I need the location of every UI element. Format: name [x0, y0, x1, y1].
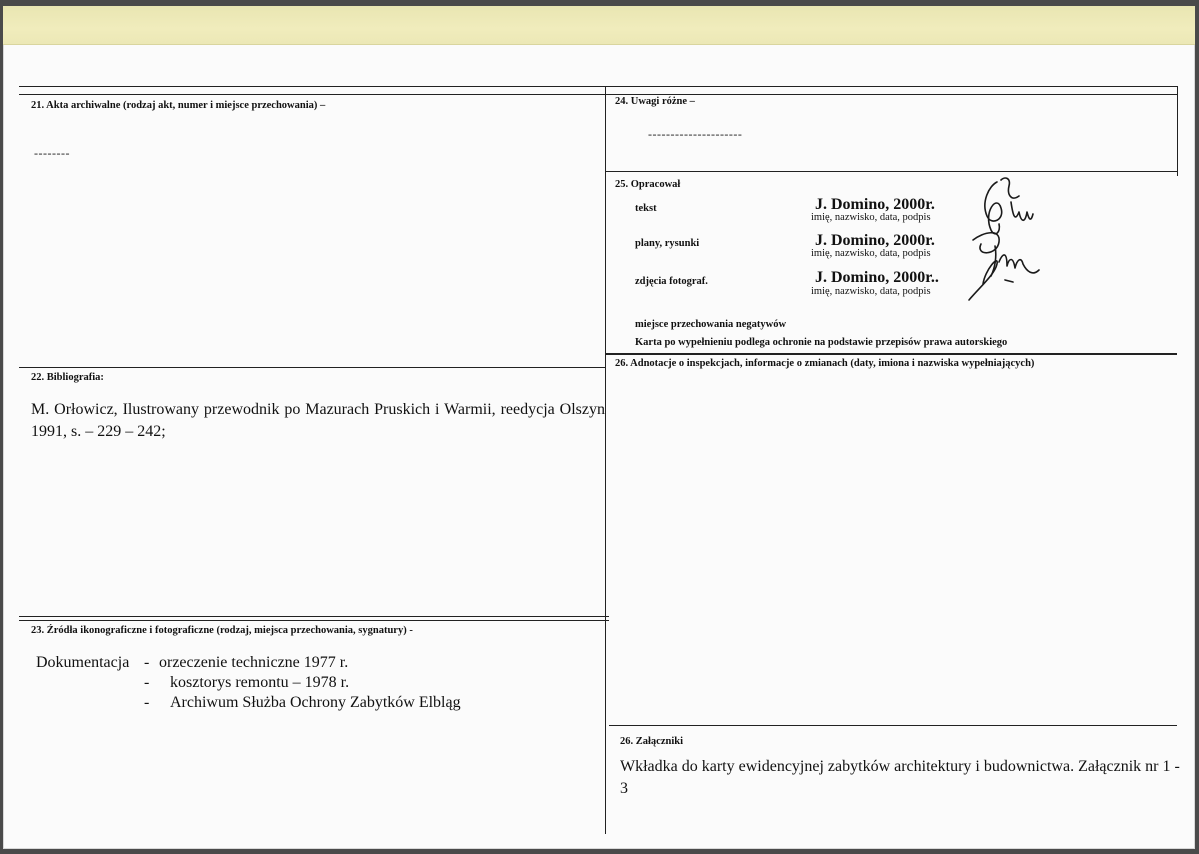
record-card [3, 6, 1195, 849]
s25-row-sub: imię, nazwisko, data, podpis [811, 248, 931, 259]
s23-label: 23. Źródła ikonograficzne i fotograficzne (rodzaj, miejsca przechowania, sygnatury) - [31, 625, 413, 636]
s23-lead: Dokumentacja [36, 654, 130, 671]
s23-item-marker: - [144, 694, 150, 711]
s25-rule [605, 171, 1177, 172]
s23-rule-1 [19, 616, 609, 617]
s25-row-label: plany, rysunki [635, 238, 700, 249]
top-rule [19, 86, 1177, 87]
s25-row-name: J. Domino, 2000r. [815, 196, 935, 213]
s21-label: 21. Akta archiwalne (rodzaj akt, numer i miejsce przechowania) – [31, 100, 326, 111]
s25-row-name: J. Domino, 2000r.. [815, 269, 939, 286]
s23-item-marker: - [144, 674, 150, 691]
s25-label: 25. Opracował [615, 179, 681, 190]
s25-row-label: zdjęcia fotograf. [635, 276, 708, 287]
s24-label: 24. Uwagi różne – [615, 96, 695, 107]
s23-item-text: Archiwum Służba Ochrony Zabytków Elbląg [170, 694, 461, 711]
s24-value: --------------------- [648, 127, 743, 141]
s26b-rule [609, 725, 1177, 726]
s25-copyright: Karta po wypełnieniu podlega ochronie na podstawie przepisów prawa autorskiego [635, 337, 1008, 348]
center-divider [605, 86, 606, 834]
s23-item-text: kosztorys remontu – 1978 r. [170, 674, 350, 691]
right-edge [1177, 86, 1178, 176]
s25-row-sub: imię, nazwisko, data, podpis [811, 212, 931, 223]
s25-row-name: J. Domino, 2000r. [815, 232, 935, 249]
s21-rule [19, 94, 605, 95]
s23-rule-2 [19, 620, 609, 621]
s26a-rule [605, 353, 1177, 355]
s25-row-label: tekst [635, 203, 657, 214]
s23-item-text: orzeczenie techniczne 1977 r. [159, 654, 349, 671]
s22-rule [19, 367, 605, 368]
s25-negatives: miejsce przechowania negatywów [635, 319, 787, 330]
s21-value: -------- [34, 146, 70, 160]
s26b-label: 26. Załączniki [620, 736, 684, 747]
handwritten-signature [961, 172, 1061, 302]
s23-item-marker: - [144, 654, 150, 671]
adhesive-tape [3, 6, 1195, 45]
s25-row-sub: imię, nazwisko, data, podpis [811, 286, 931, 297]
s22-text: M. Orłowicz, Ilustrowany przewodnik po Mazurach Pruskich i Warmii, reedycja Olszyn 1991, s. – 229 – 242; [31, 401, 605, 440]
s24-rule [605, 94, 1177, 95]
s26a-label: 26. Adnotacje o inspekcjach, informacje o zmianach (daty, imiona i nazwiska wypełniających) [615, 358, 1035, 369]
s26b-text: Wkładka do karty ewidencyjnej zabytków architektury i budownictwa. Załącznik nr 1 - 3 [620, 758, 1180, 797]
s22-label: 22. Bibliografia: [31, 372, 104, 383]
